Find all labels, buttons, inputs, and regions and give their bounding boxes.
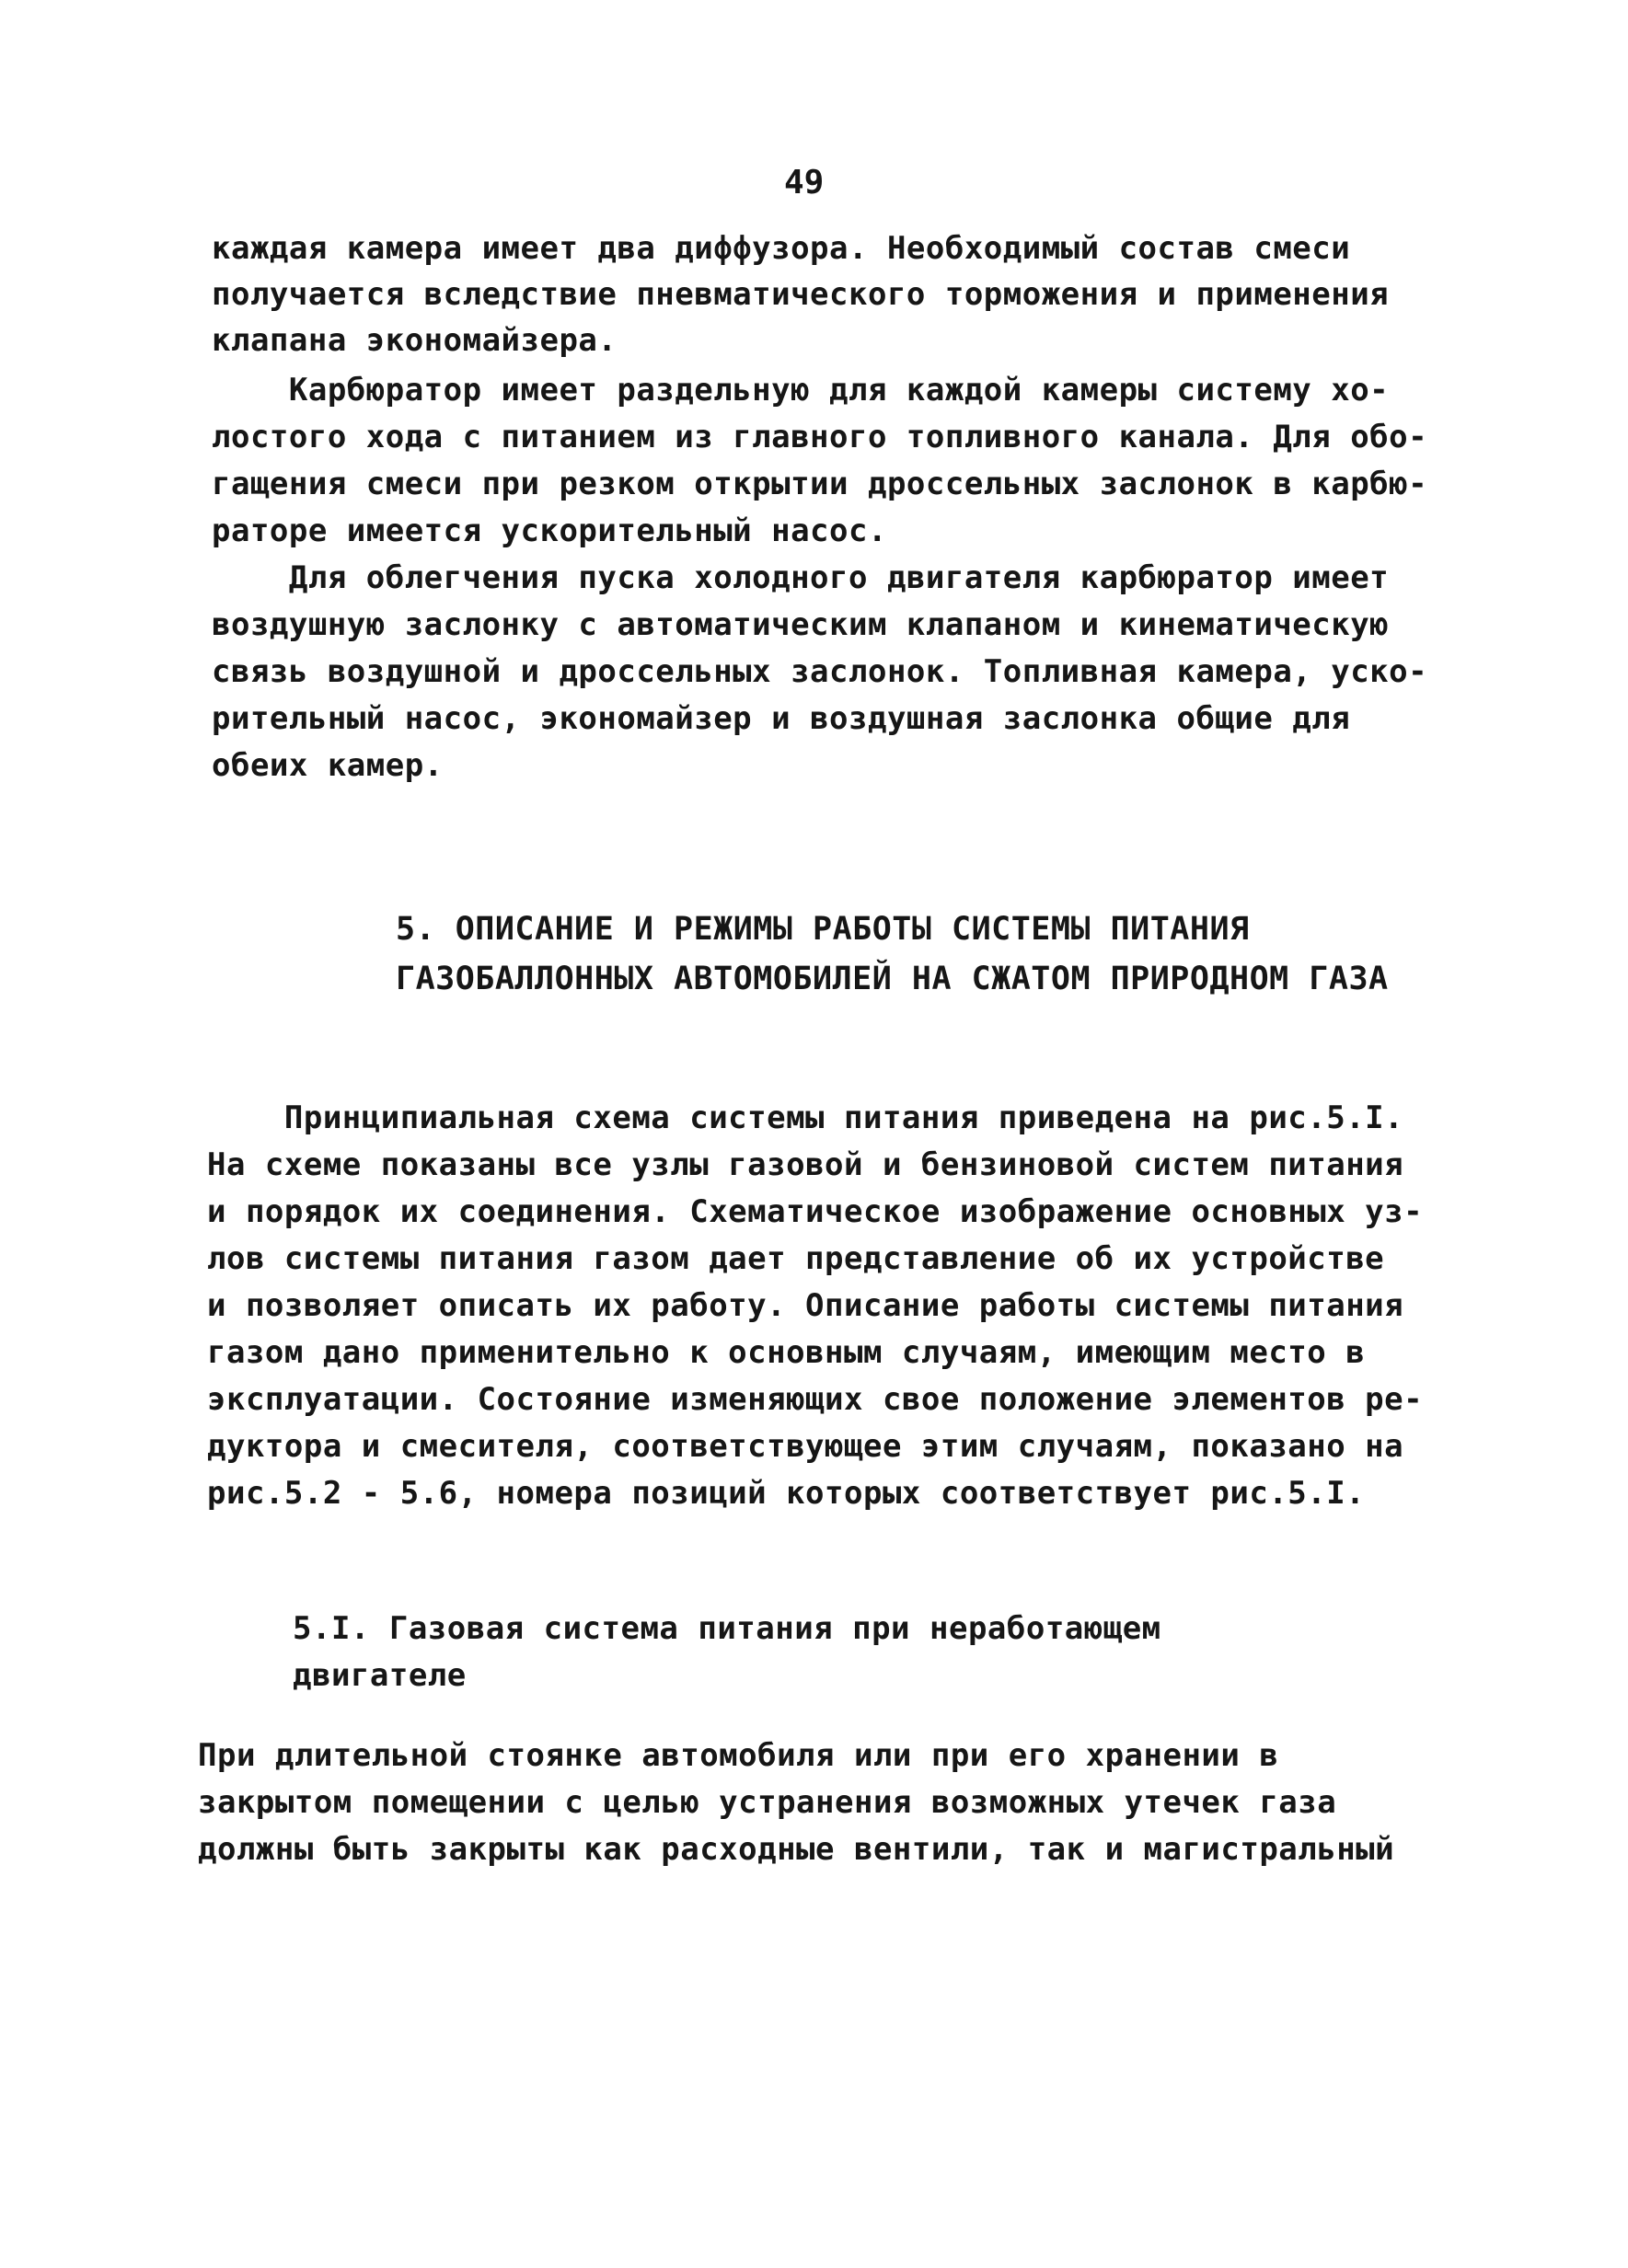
text-line: На схеме показаны все узлы газовой и бензиновой систем питания — [207, 1146, 1404, 1183]
text-line: дуктора и смесителя, соответствующее этим случаям, показано на — [207, 1428, 1404, 1465]
text-line: клапана экономайзера. — [212, 322, 618, 359]
text-line: эксплуатации. Состояние изменяющих свое положение элементов ре- — [207, 1381, 1424, 1418]
text-line: раторе имеется ускорительный насос. — [212, 512, 887, 549]
text-line: При длительной стоянке автомобиля или при его хранении в — [198, 1737, 1279, 1774]
text-line: получается вследствие пневматического торможения и применения — [212, 276, 1390, 313]
text-line: рительный насос, экономайзер и воздушная заслонка общие для — [212, 700, 1351, 737]
text-line: рис.5.2 - 5.6, номера позиций которых соответствует рис.5.I. — [207, 1475, 1366, 1512]
text-line: воздушную заслонку с автоматическим клапаном и кинематическую — [212, 606, 1390, 643]
subsection-heading-line: двигателе — [293, 1657, 467, 1694]
section-heading-line: 5. ОПИСАНИЕ И РЕЖИМЫ РАБОТЫ СИСТЕМЫ ПИТАНИЯ — [396, 911, 1250, 948]
text-line: Принципиальная схема системы питания приведена на рис.5.I. — [207, 1099, 1404, 1136]
text-line: лов системы питания газом дает представление об их устройстве — [207, 1240, 1385, 1277]
text-line: и позволяет описать их работу. Описание работы системы питания — [207, 1287, 1404, 1324]
page-number: 49 — [784, 164, 825, 201]
text-line: связь воздушной и дроссельных заслонок. Топливная камера, уско- — [212, 653, 1428, 690]
text-line: должны быть закрыты как расходные вентили, так и магистральный — [198, 1831, 1395, 1868]
text-line: Карбюратор имеет раздельную для каждой камеры систему хо- — [212, 372, 1390, 409]
text-line: газом дано применительно к основным случаям, имеющим место в — [207, 1334, 1366, 1371]
text-line: обеих камер. — [212, 747, 444, 784]
text-line: каждая камера имеет два диффузора. Необходимый состав смеси — [212, 230, 1351, 267]
text-line: и порядок их соединения. Схематическое изображение основных уз- — [207, 1193, 1424, 1230]
text-line: лостого хода с питанием из главного топливного канала. Для обо- — [212, 419, 1428, 455]
subsection-heading-line: 5.I. Газовая система питания при неработающем — [293, 1610, 1161, 1647]
section-heading-line: ГАЗОБАЛЛОННЫХ АВТОМОБИЛЕЙ НА СЖАТОМ ПРИРОДНОМ ГАЗА — [396, 961, 1389, 997]
text-line: Для облегчения пуска холодного двигателя карбюратор имеет — [212, 559, 1390, 596]
text-line: закрытом помещении с целью устранения возможных утечек газа — [198, 1784, 1337, 1821]
text-line: гащения смеси при резком открытии дроссельных заслонок в карбю- — [212, 466, 1428, 502]
